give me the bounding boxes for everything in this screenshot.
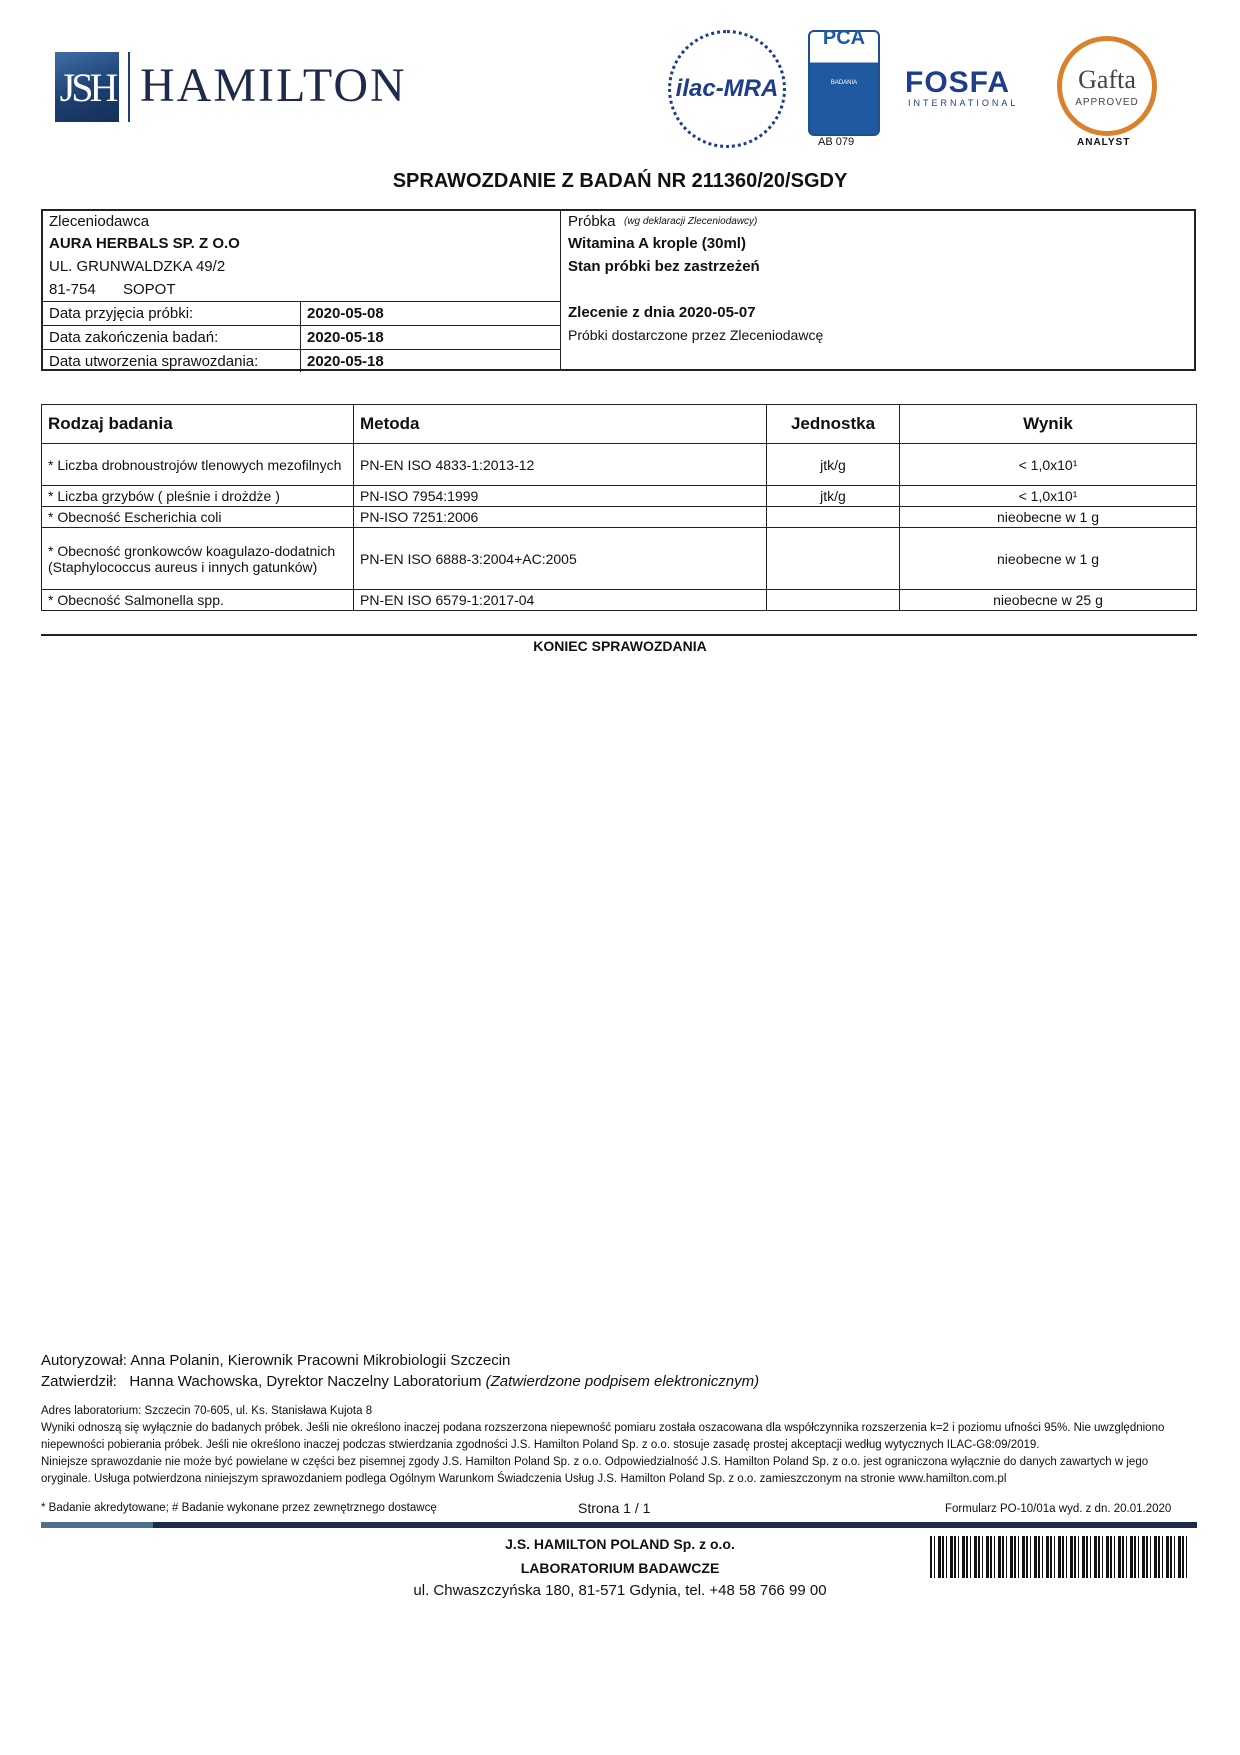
sample-label: Próbka bbox=[568, 213, 616, 230]
sample-note: (wg deklaracji Zleceniodawcy) bbox=[624, 216, 758, 227]
copyright-note: Niniejsze sprawozdanie nie może być powielane w części bez pisemnej zgody J.S. Hamilton Poland Sp. z o.o. Odpowiedzialność J.S. Hamilton Poland Sp. z o.o. jest ograniczona wyłącznie do danych zawartych w jego oryginale. Usługa potwierdzona niniejszym sprawozdaniem podlega Ogólnym Warunkom Świadczenia Usług J.S. Hamilton Poland Sp. z o.o. zamieszczonym na stronie www.hamilton.com.pl bbox=[41, 1456, 1149, 1485]
date-label: Data utworzenia sprawozdania: bbox=[49, 353, 259, 370]
sample-name: Witamina A krople (30ml) bbox=[568, 235, 746, 252]
test-name: * Obecność gronkowców koagulazo-dodatnich (Staphylococcus aureus i innych gatunków) bbox=[42, 528, 354, 590]
authorized-by: Autoryzował: Anna Polanin, Kierownik Pracowni Mikrobiologii Szczecin bbox=[41, 1352, 511, 1369]
report-title: SPRAWOZDANIE Z BADAŃ NR 211360/20/SGDY bbox=[392, 170, 848, 192]
approved-note: (Zatwierdzone podpisem elektronicznym) bbox=[485, 1373, 760, 1390]
date-value: 2020-05-18 bbox=[307, 329, 384, 346]
end-divider bbox=[41, 634, 1197, 636]
form-id: Formularz PO-10/01a wyd. z dn. 20.01.2020 bbox=[945, 1503, 1172, 1515]
pca-subtitle: BADANIA bbox=[830, 79, 858, 86]
pca-accreditation-logo bbox=[808, 26, 880, 136]
table-row bbox=[42, 590, 1197, 611]
lab-address-note: Adres laboratorium: Szczecin 70-605, ul. Ks. Stanisława Kujota 8 bbox=[41, 1405, 373, 1417]
test-method: PN-EN ISO 6888-3:2004+AC:2005 bbox=[354, 528, 767, 590]
test-name: * Liczba grzybów ( pleśnie i drożdże ) bbox=[42, 486, 354, 507]
table-row bbox=[42, 444, 1197, 486]
page-number: Strona 1 / 1 bbox=[578, 1500, 651, 1516]
test-unit: jtk/g bbox=[767, 486, 900, 507]
footer-rule-accent bbox=[41, 1522, 153, 1528]
accreditation-legend: * Badanie akredytowane; # Badanie wykonane przez zewnętrznego dostawcę bbox=[41, 1502, 437, 1514]
table-row bbox=[42, 528, 1197, 590]
footer-rule bbox=[41, 1522, 1197, 1528]
pca-accreditation-code: AB 079 bbox=[818, 136, 855, 148]
order-date: Zlecenie z dnia 2020-05-07 bbox=[568, 304, 756, 321]
test-unit: jtk/g bbox=[767, 444, 900, 486]
test-name: * Obecność Salmonella spp. bbox=[42, 590, 354, 611]
client-postcode: 81-754 bbox=[49, 281, 96, 298]
sample-state: Stan próbki bez zastrzeżeń bbox=[568, 258, 760, 275]
date-row bbox=[43, 349, 560, 372]
gafta-logo bbox=[1057, 36, 1157, 136]
column-header: Metoda bbox=[354, 405, 767, 444]
client-city: SOPOT bbox=[123, 281, 176, 298]
report-info-box bbox=[41, 209, 1196, 371]
footer-company: J.S. HAMILTON POLAND Sp. z o.o. bbox=[505, 1536, 735, 1552]
table-row bbox=[42, 486, 1197, 507]
fosfa-subtitle: INTERNATIONAL bbox=[908, 98, 1019, 108]
date-row bbox=[43, 301, 560, 326]
test-unit bbox=[767, 590, 900, 611]
date-value: 2020-05-08 bbox=[307, 305, 384, 322]
test-result: nieobecne w 1 g bbox=[900, 507, 1197, 528]
logo-divider bbox=[128, 52, 130, 122]
test-name: * Obecność Escherichia coli bbox=[42, 507, 354, 528]
column-header: Jednostka bbox=[767, 405, 900, 444]
approved-by: Hanna Wachowska, Dyrektor Naczelny Laboratorium bbox=[129, 1373, 482, 1390]
uncertainty-note: Wyniki odnoszą się wyłącznie do badanych próbek. Jeśli nie określono inaczej podana rozszerzona niepewność pomiaru została oszacowana dla współczynnika rozszerzenia k=2 i poziomu ufności 95%. Nie uwzględniono niepewności pobierania próbek. Jeśli nie określono inaczej podczas stwierdzania zgodności J.S. Hamilton Poland Sp. z o.o. stosuje zasadę prostej akceptacji według wytycznych ILAC-G8:09/2019. bbox=[41, 1422, 1165, 1451]
client-street: UL. GRUNWALDZKA 49/2 bbox=[49, 258, 226, 275]
test-method: PN-ISO 7954:1999 bbox=[354, 486, 767, 507]
test-unit bbox=[767, 528, 900, 590]
client-label: Zleceniodawca bbox=[49, 213, 150, 230]
date-label: Data zakończenia badań: bbox=[49, 329, 219, 346]
sample-delivery: Próbki dostarczone przez Zleceniodawcę bbox=[568, 327, 824, 343]
footer-address: ul. Chwaszczyńska 180, 81-571 Gdynia, tel. +48 58 766 99 00 bbox=[413, 1582, 827, 1599]
test-unit bbox=[767, 507, 900, 528]
test-method: PN-EN ISO 6579-1:2017-04 bbox=[354, 590, 767, 611]
column-header: Wynik bbox=[900, 405, 1197, 444]
results-table bbox=[41, 404, 1197, 611]
pca-title: PCA bbox=[822, 26, 866, 49]
date-value: 2020-05-18 bbox=[307, 353, 384, 370]
barcode bbox=[930, 1536, 1187, 1578]
fosfa-logo: FOSFA bbox=[905, 66, 1011, 99]
ilac-mra-text: ilac-MRA bbox=[675, 75, 779, 102]
footer-lab: LABORATORIUM BADAWCZE bbox=[520, 1560, 720, 1576]
table-row bbox=[42, 507, 1197, 528]
gafta-role: ANALYST bbox=[1077, 137, 1131, 148]
test-name: * Liczba drobnoustrojów tlenowych mezofilnych bbox=[42, 444, 354, 486]
date-row bbox=[43, 325, 560, 350]
logo-mark-text: JSH bbox=[59, 64, 115, 110]
approved-label: Zatwierdził: bbox=[41, 1373, 117, 1390]
test-result: < 1,0x10¹ bbox=[900, 444, 1197, 486]
company-logo-mark bbox=[55, 52, 119, 122]
test-method: PN-ISO 7251:2006 bbox=[354, 507, 767, 528]
test-method: PN-EN ISO 4833-1:2013-12 bbox=[354, 444, 767, 486]
test-result: nieobecne w 1 g bbox=[900, 528, 1197, 590]
test-result: nieobecne w 25 g bbox=[900, 590, 1197, 611]
date-label: Data przyjęcia próbki: bbox=[49, 305, 194, 322]
ilac-mra-logo bbox=[668, 30, 786, 148]
column-header: Rodzaj badania bbox=[42, 405, 354, 444]
test-result: < 1,0x10¹ bbox=[900, 486, 1197, 507]
table-header-row bbox=[42, 405, 1197, 444]
gafta-title: Gafta bbox=[1078, 64, 1136, 94]
end-of-report: KONIEC SPRAWOZDANIA bbox=[533, 638, 707, 654]
client-name: AURA HERBALS SP. Z O.O bbox=[49, 235, 240, 252]
company-brand-name: HAMILTON bbox=[140, 59, 407, 112]
gafta-approved: APPROVED bbox=[1075, 96, 1139, 108]
info-divider bbox=[560, 211, 561, 371]
approved-by-line bbox=[41, 1373, 759, 1390]
